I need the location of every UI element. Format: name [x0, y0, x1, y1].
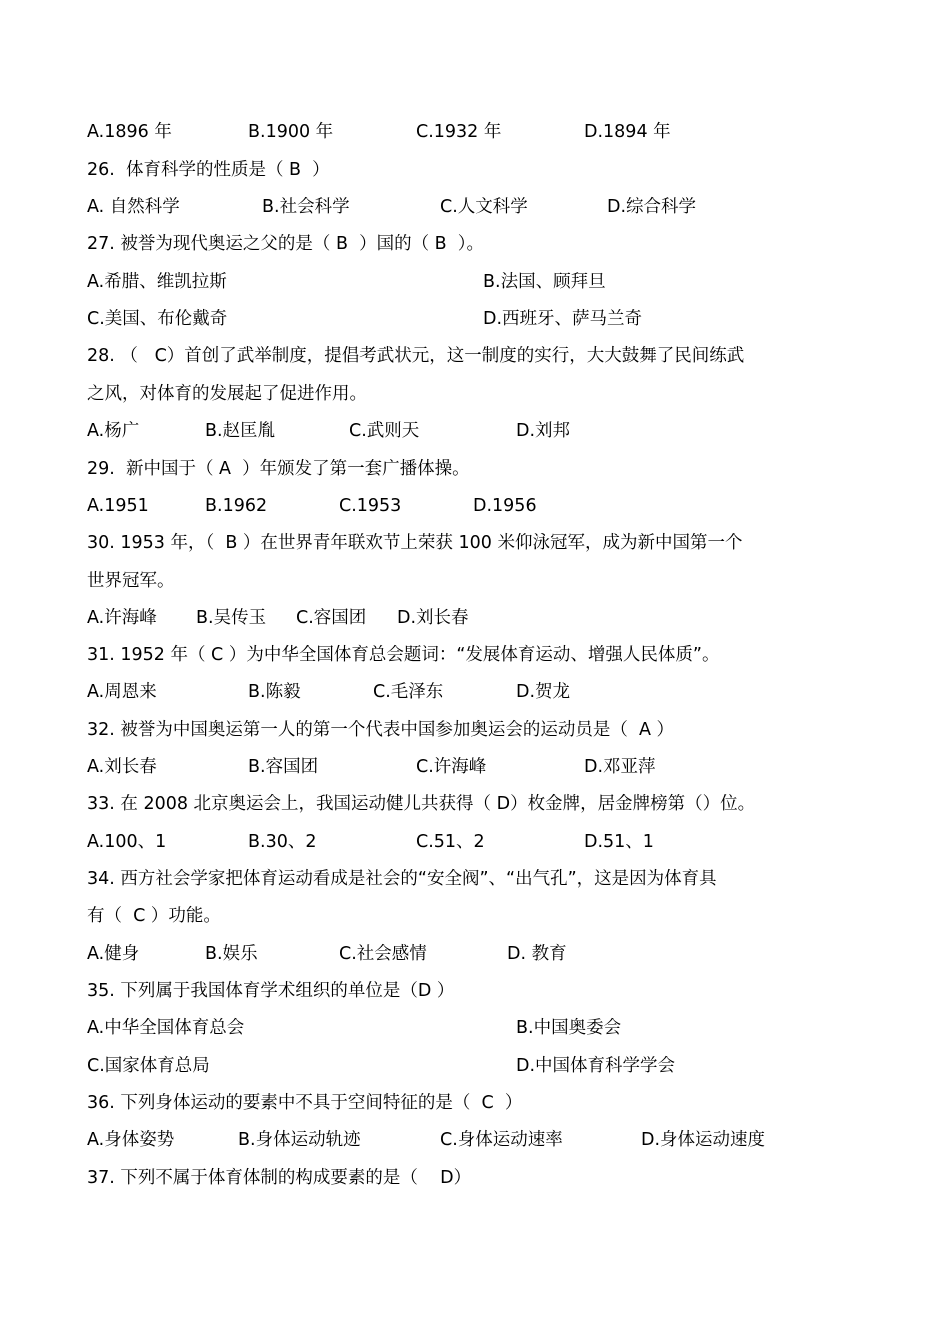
- option-c: C.毛泽东: [373, 682, 444, 702]
- question-34-stem-line1: 34. 西方社会学家把体育运动看成是社会的“安全阀”、“出气孔”，这是因为体育具: [87, 869, 717, 889]
- question-33-stem: 33. 在 2008 北京奥运会上，我国运动健儿共获得（ D）枚金牌，居金牌榜第（）位。: [87, 794, 756, 814]
- option-d: D.1894 年: [584, 122, 671, 142]
- option-a: A. 自然科学: [87, 197, 180, 217]
- option-c: C.美国、布伦戴奇: [87, 309, 228, 329]
- option-a: A.杨广: [87, 421, 140, 441]
- option-a: A.希腊、维凯拉斯: [87, 272, 227, 292]
- option-d: D.西班牙、萨马兰奇: [483, 309, 643, 329]
- option-a: A.周恩来: [87, 682, 157, 702]
- option-d: D.51、1: [584, 832, 654, 852]
- option-c: C.容国团: [296, 608, 367, 628]
- question-34-stem-line2: 有（ C ）功能。: [87, 906, 221, 926]
- option-c: C.51、2: [416, 832, 485, 852]
- question-30-stem-line2: 世界冠军。: [87, 571, 175, 591]
- option-b: B.法国、顾拜旦: [483, 272, 606, 292]
- option-a: A.刘长春: [87, 757, 157, 777]
- question-28-stem-line2: 之风，对体育的发展起了促进作用。: [87, 384, 367, 404]
- option-d: D.综合科学: [607, 197, 697, 217]
- option-c: C.1953: [339, 496, 402, 516]
- option-b: B.社会科学: [262, 197, 350, 217]
- option-c: C.国家体育总局: [87, 1056, 210, 1076]
- question-28-stem-line1: 28. （ C）首创了武举制度，提倡考武状元，这一制度的实行，大大鼓舞了民间练武: [87, 346, 745, 366]
- question-35-stem: 35. 下列属于我国体育学术组织的单位是（D ）: [87, 981, 455, 1001]
- option-d: D.刘邦: [516, 421, 571, 441]
- option-b: B.1962: [205, 496, 268, 516]
- option-d: D.贺龙: [516, 682, 571, 702]
- question-37-stem: 37. 下列不属于体育体制的构成要素的是（ D）: [87, 1168, 472, 1188]
- question-29-stem: 29. 新中国于（ A ）年颁发了第一套广播体操。: [87, 459, 470, 479]
- question-31-stem: 31. 1952 年（ C ）为中华全国体育总会题词：“发展体育运动、增强人民体质”。: [87, 645, 720, 665]
- option-a: A.身体姿势: [87, 1130, 175, 1150]
- option-b: B.身体运动轨迹: [238, 1130, 361, 1150]
- option-a: A.1951: [87, 496, 149, 516]
- option-d: D. 教育: [507, 944, 567, 964]
- option-c: C.身体运动速率: [440, 1130, 563, 1150]
- option-a: A.1896 年: [87, 122, 172, 142]
- question-30-stem-line1: 30. 1953 年，（ B ）在世界青年联欢节上荣获 100 米仰泳冠军，成为新中国第一个: [87, 533, 743, 553]
- option-a: A.许海峰: [87, 608, 157, 628]
- option-b: B.1900 年: [248, 122, 334, 142]
- question-32-stem: 32. 被誉为中国奥运第一人的第一个代表中国参加奥运会的运动员是（ A ）: [87, 720, 675, 740]
- option-c: C.社会感情: [339, 944, 427, 964]
- option-d: D.1956: [473, 496, 537, 516]
- option-c: C.1932 年: [416, 122, 502, 142]
- option-b: B.赵匡胤: [205, 421, 276, 441]
- option-b: B.30、2: [248, 832, 317, 852]
- option-d: D.中国体育科学学会: [516, 1056, 676, 1076]
- option-b: B.吴传玉: [196, 608, 267, 628]
- option-c: C.人文科学: [440, 197, 528, 217]
- option-a: A.中华全国体育总会: [87, 1018, 245, 1038]
- option-b: B.娱乐: [205, 944, 258, 964]
- option-b: B.中国奥委会: [516, 1018, 622, 1038]
- option-d: D.邓亚萍: [584, 757, 656, 777]
- question-27-stem: 27. 被誉为现代奥运之父的是（ B ）国的（ B ）。: [87, 234, 485, 254]
- option-d: D.身体运动速度: [641, 1130, 766, 1150]
- option-a: A.健身: [87, 944, 140, 964]
- question-26-stem: 26. 体育科学的性质是（ B ）: [87, 160, 330, 180]
- option-c: C.武则天: [349, 421, 420, 441]
- option-a: A.100、1: [87, 832, 167, 852]
- option-b: B.陈毅: [248, 682, 301, 702]
- question-36-stem: 36. 下列身体运动的要素中不具于空间特征的是（ C ）: [87, 1093, 523, 1113]
- option-d: D.刘长春: [397, 608, 469, 628]
- option-c: C.许海峰: [416, 757, 487, 777]
- option-b: B.容国团: [248, 757, 319, 777]
